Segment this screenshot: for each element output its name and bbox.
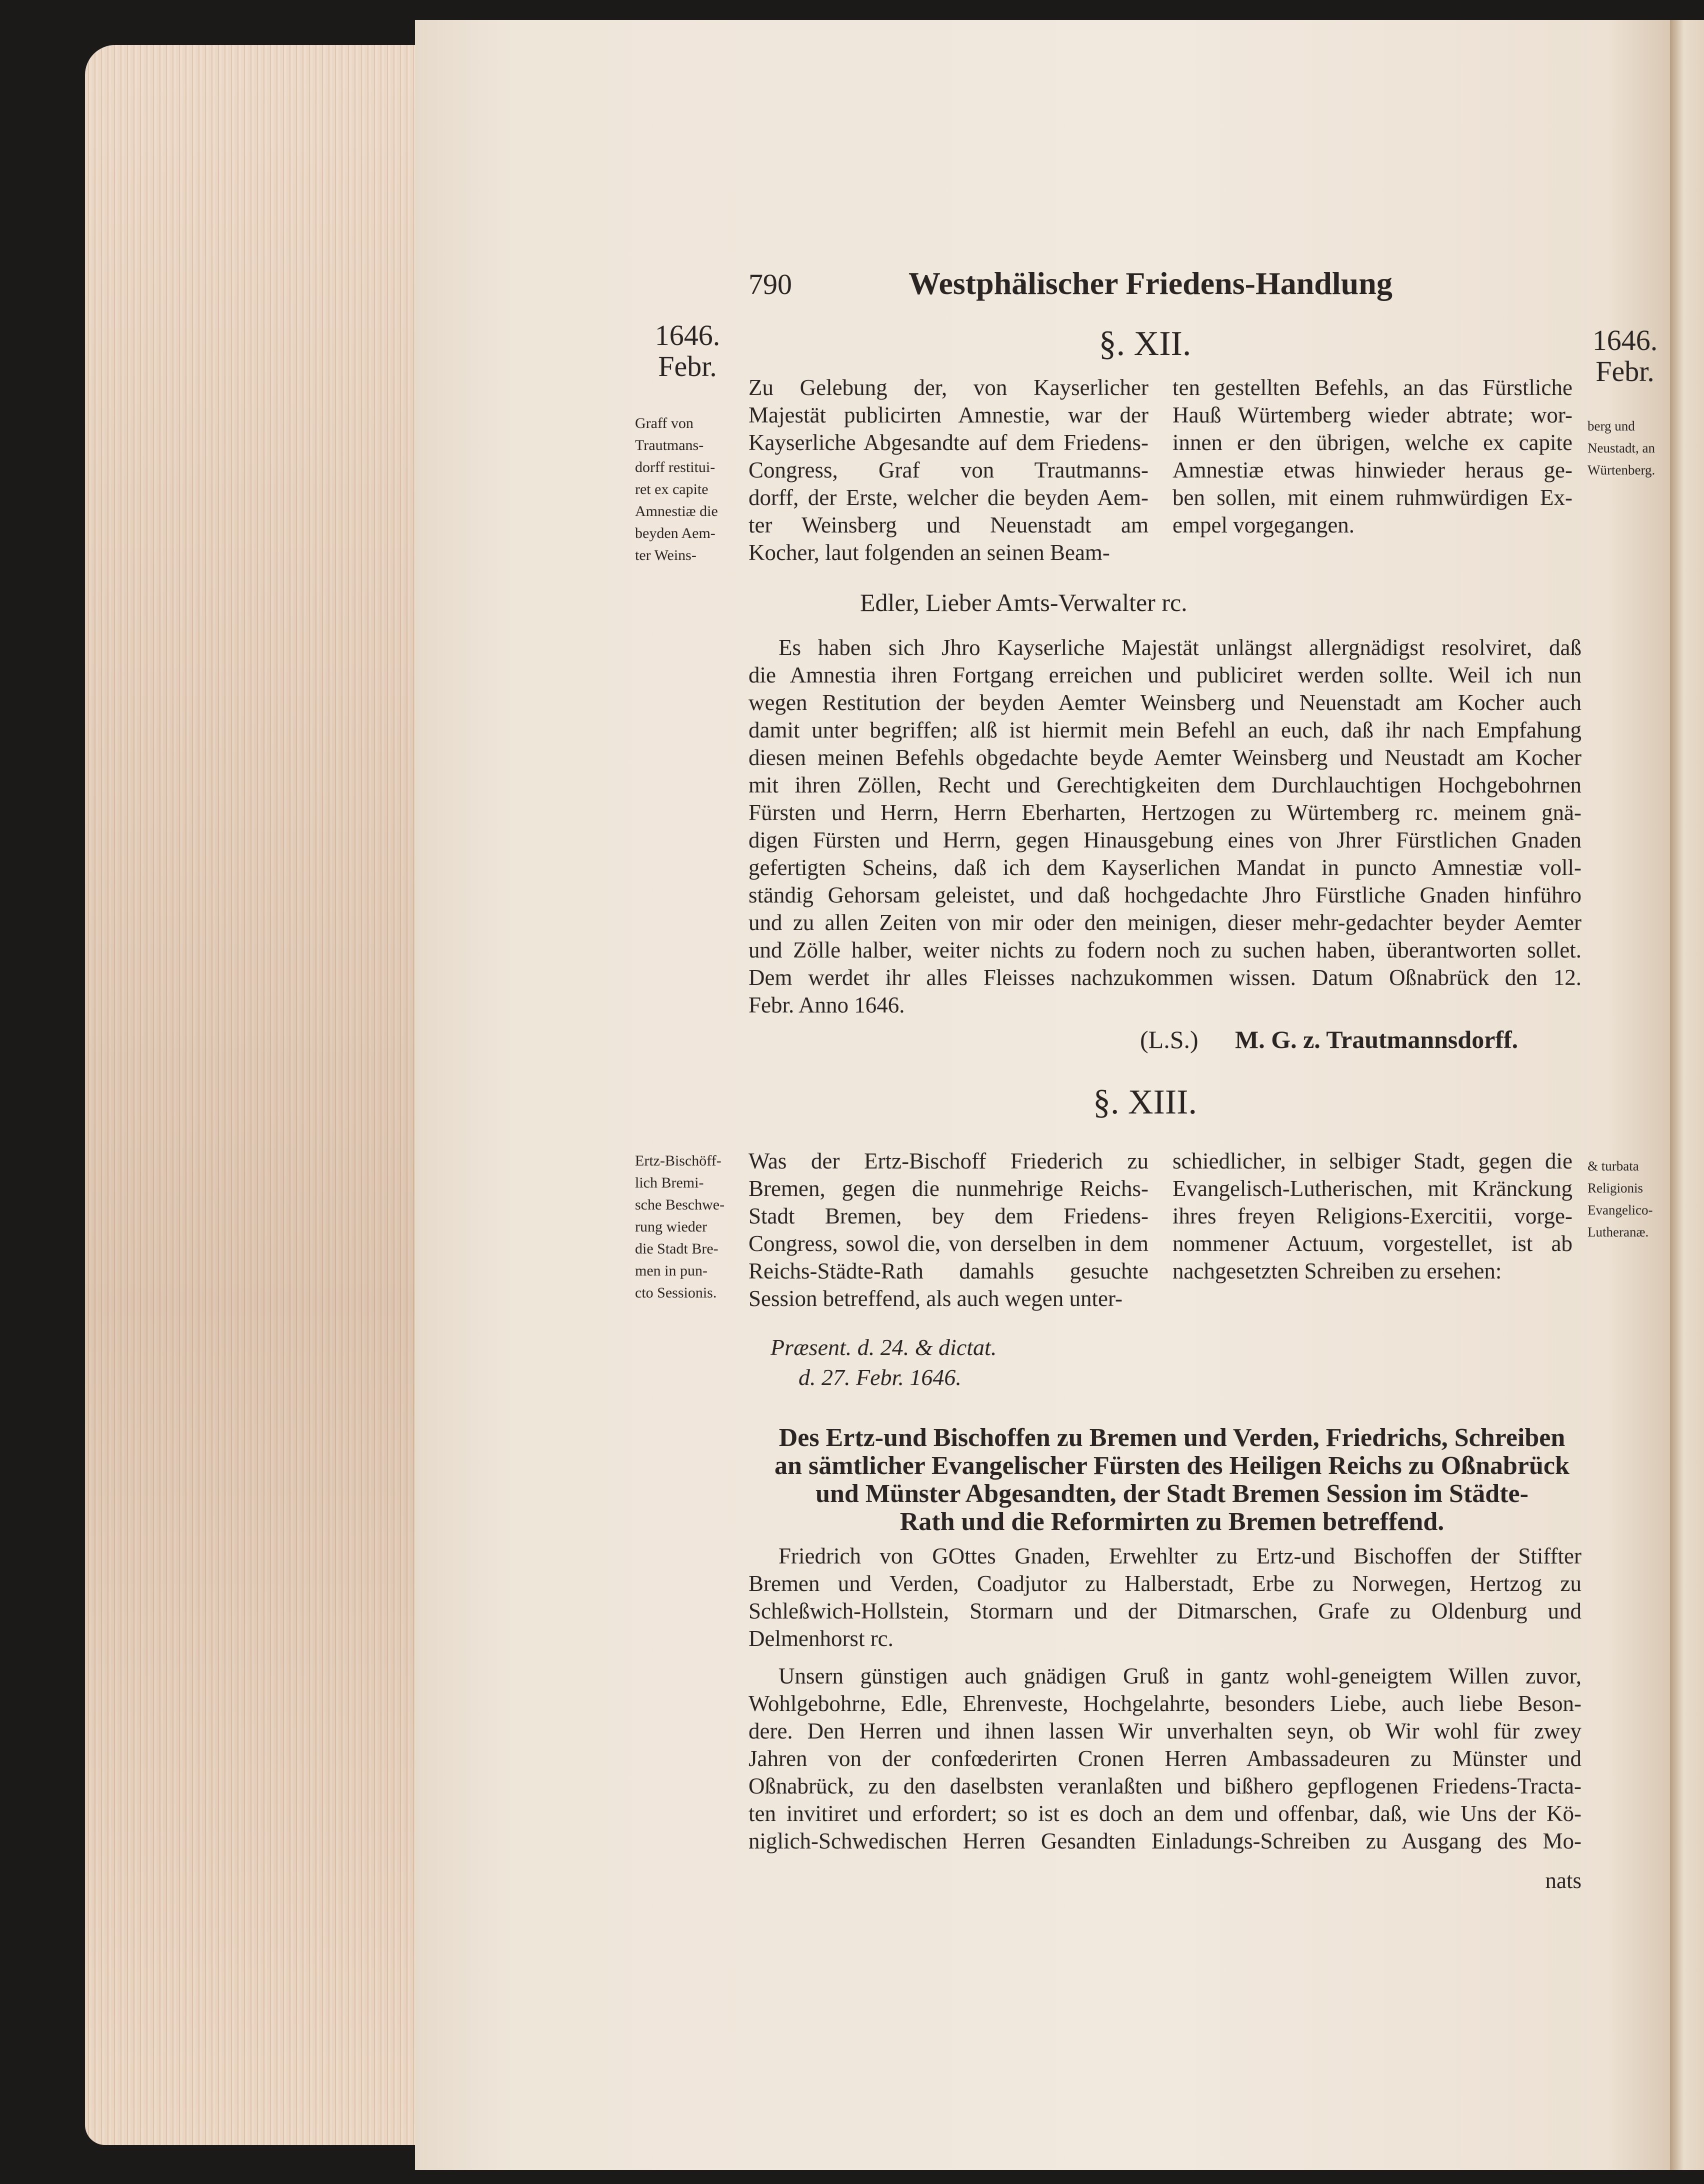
text-line: berg und: [1588, 418, 1635, 434]
text-line: rung wieder: [635, 1218, 708, 1235]
text-line: Des Ertz-und Bischoffen zu Bremen und Verden, Friedrichs, Schreiben: [778, 1424, 1566, 1452]
text-line: nommener Actuum, vorgestellet, ist ab: [1172, 1231, 1572, 1256]
text-line: Neustadt, an: [1588, 440, 1655, 456]
text-line: Reichs-Städte-Rath damahls gesuchte: [748, 1258, 1148, 1284]
text-line: Kayserliche Abgesandte auf dem Friedens-: [748, 430, 1148, 455]
text-line: dere. Den Herren und ihnen lassen Wir unverhalten seyn, ob Wir wohl für zwey: [748, 1718, 1582, 1744]
text-line: Amnestiæ etwas hinwieder heraus ge-: [1172, 458, 1572, 482]
section-heading-xiii: §. XIII.: [1093, 1083, 1197, 1122]
date-year: 1646.: [654, 319, 720, 352]
date-month: Febr.: [1596, 355, 1654, 388]
text-line: Evangelico-: [1588, 1202, 1653, 1218]
text-line: nachgesetzten Schreiben zu ersehen:: [1172, 1258, 1502, 1284]
text-line: niglich-Schwedischen Herren Gesandten Einladungs-Schreiben zu Ausgang des Mo-: [748, 1828, 1582, 1854]
text-line: & turbata: [1588, 1158, 1639, 1174]
praesent-line-1: Præsent. d. 24. & dictat.: [770, 1334, 997, 1360]
text-line: schiedlicher, in selbiger Stadt, gegen die: [1172, 1148, 1572, 1174]
text-line: cto Sessionis.: [635, 1284, 717, 1301]
text-line: ten invitiret und erfordert; so ist es doch an dem und offenbar, daß, wie Uns der Kö-: [748, 1801, 1582, 1826]
intitulatio: [748, 1542, 1582, 1652]
s12-col1: [748, 374, 1148, 566]
text-line: innen er den übrigen, welche ex capite: [1172, 430, 1572, 455]
text-line: Unsern günstigen auch gnädigen Gruß in gantz wohl-geneigtem Willen zuvor,: [778, 1664, 1582, 1688]
text-line: Jahren von der confœderirten Cronen Herren Ambassadeuren zu Münster und: [748, 1746, 1582, 1771]
text-line: lich Bremi-: [635, 1174, 704, 1191]
section-heading-xii: §. XII.: [1098, 324, 1192, 363]
letter-heading: [768, 1424, 1576, 1536]
text-line: ret ex capite: [635, 481, 708, 498]
signature: M. G. z. Trautmannsdorff.: [1235, 1026, 1518, 1054]
text-line: Stadt Bremen, bey dem Friedens-: [748, 1204, 1148, 1228]
text-line: gefertigten Scheins, daß ich dem Kayserlichen Mandat in puncto Amnestiæ voll-: [748, 855, 1582, 880]
text-line: Majestät publicirten Amnestie, war der: [748, 402, 1148, 428]
letter-body: [748, 1662, 1582, 1855]
seal-mark: (L.S.): [1140, 1026, 1198, 1054]
text-line: ihres freyen Religions-Exercitii, vorge-: [1172, 1204, 1572, 1228]
text-line: Dem werdet ihr alles Fleisses nachzukommen wissen. Datum Oßnabrück den 12.: [748, 965, 1582, 990]
text-line: ständig Gehorsam geleistet, und daß hochgedachte Jhro Fürstliche Gnaden hinführo: [748, 882, 1582, 908]
text-line: Was der Ertz-Bischoff Friederich zu: [748, 1148, 1148, 1174]
text-line: beyden Aem-: [635, 525, 716, 542]
text-line: Bremen und Verden, Coadjutor zu Halberstadt, Erbe zu Norwegen, Hertzog zu: [748, 1571, 1582, 1596]
text-line: ten gestellten Befehls, an das Fürstliche: [1172, 375, 1572, 400]
running-title: Westphälischer Friedens-Handlung: [908, 266, 1392, 301]
text-line: Hauß Würtemberg wieder abtrate; wor-: [1172, 402, 1572, 428]
text-line: mit ihren Zöllen, Recht und Gerechtigkeiten dem Durchlauchtigen Hochgebohrnen: [748, 772, 1582, 798]
s12-col2: [1172, 374, 1572, 539]
text-line: Bremen, gegen die nunmehrige Reichs-: [748, 1176, 1148, 1201]
text-line: empel vorgegangen.: [1172, 512, 1355, 538]
s13-margin-note-left: [635, 1150, 735, 1304]
date-month: Febr.: [658, 350, 717, 382]
letter-salutation: Edler, Lieber Amts-Verwalter rc.: [860, 588, 1188, 616]
catchword: nats: [1545, 1868, 1582, 1893]
text-line: wegen Restitution der beyden Aemter Weinsberg und Neuenstadt am Kocher auch: [748, 690, 1582, 715]
text-line: die Amnestia ihren Fortgang erreichen und publiciret werden sollte. Weil ich nun: [748, 662, 1582, 688]
text-line: und Münster Abgesandten, der Stadt Bremen Session im Städte-: [816, 1480, 1528, 1508]
text-line: Trautmans-: [635, 437, 704, 454]
text-line: digen Fürsten und Herrn, gegen Hinausgebung eines von Jhrer Fürstlichen Gnaden: [748, 828, 1582, 852]
text-line: Würtenberg.: [1588, 462, 1656, 478]
text-line: die Stadt Bre-: [635, 1240, 718, 1257]
s13-col2: [1172, 1148, 1572, 1285]
text-line: und Zölle halber, weiter nichts zu fodern noch zu suchen haben, überantworten sollet.: [748, 938, 1582, 962]
text-line: Graff von: [635, 415, 694, 432]
text-line: Schleßwich-Hollstein, Stormarn und der Ditmarschen, Grafe zu Oldenburg und: [748, 1598, 1582, 1624]
text-line: Kocher, laut folgenden an seinen Beam-: [748, 540, 1110, 565]
text-line: Religionis: [1588, 1180, 1644, 1196]
text-line: Congress, sowol die, von derselben in dem: [748, 1231, 1148, 1256]
text-line: Lutheranæ.: [1588, 1224, 1649, 1240]
text-line: diesen meinen Befehls obgedachte beyde Aemter Weinsberg und Neustadt am Kocher: [748, 745, 1582, 770]
text-line: dorff restitui-: [635, 459, 716, 476]
s13-col1: [748, 1148, 1148, 1312]
letter-text: [748, 634, 1582, 1019]
fore-edge-shading: [85, 45, 425, 2145]
margin-date-left: [640, 320, 735, 382]
date-year: 1646.: [1592, 324, 1658, 356]
s12-margin-note-right: [1588, 415, 1662, 481]
text-line: und zu allen Zeiten von mir oder den meinigen, dieser mehr-gedachter beyder Aemter: [748, 910, 1582, 935]
text-line: ter Weins-: [635, 547, 696, 564]
text-line: an sämtlicher Evangelischer Fürsten des Heiligen Reichs zu Oßnabrück: [774, 1452, 1570, 1480]
text-line: Evangelisch-Lutherischen, mit Kränckung: [1172, 1176, 1572, 1201]
s12-margin-note-left: [635, 412, 735, 566]
text-line: Es haben sich Jhro Kayserliche Majestät unlängst allergnädigst resolviret, daß: [778, 635, 1582, 660]
text-line: ben sollen, mit einem ruhmwürdigen Ex-: [1172, 485, 1572, 510]
text-line: dorff, der Erste, welcher die beyden Aem-: [748, 485, 1148, 510]
text-line: Febr. Anno 1646.: [748, 992, 905, 1018]
text-line: Friedrich von GOttes Gnaden, Erwehlter zu Ertz-und Bischoffen der Stiffter: [778, 1544, 1582, 1568]
text-line: damit unter begriffen; alß ist hiermit mein Befehl an euch, daß ihr nach Empfahung: [748, 718, 1582, 742]
s13-margin-note-right: [1588, 1155, 1662, 1243]
margin-date-right: [1582, 325, 1668, 387]
text-line: Congress, Graf von Trautmanns-: [748, 458, 1148, 482]
text-line: Zu Gelebung der, von Kayserlicher: [748, 375, 1148, 400]
text-line: ter Weinsberg und Neuenstadt am: [748, 512, 1148, 538]
text-line: Ertz-Bischöff-: [635, 1152, 722, 1169]
text-line: men in pun-: [635, 1262, 708, 1279]
text-line: Rath und die Reformirten zu Bremen betreffend.: [900, 1508, 1444, 1536]
text-line: Wohlgebohrne, Edle, Ehrenveste, Hochgelahrte, besonders Liebe, auch liebe Beson-: [748, 1691, 1582, 1716]
facing-page-edge: [1670, 20, 1704, 2170]
text-line: Amnestiæ die: [635, 503, 718, 520]
text-line: sche Beschwe-: [635, 1196, 725, 1213]
praesent-line-2: d. 27. Febr. 1646.: [798, 1364, 962, 1390]
text-line: Session betreffend, als auch wegen unter-: [748, 1286, 1123, 1311]
text-line: Delmenhorst rc.: [748, 1626, 894, 1651]
text-line: Fürsten und Herrn, Herrn Eberharten, Hertzogen zu Würtemberg rc. meinem gnä-: [748, 800, 1582, 825]
text-line: Oßnabrück, zu den daselbsten veranlaßten und bißhero gepflogenen Friedens-Tracta-: [748, 1774, 1582, 1798]
page-number: 790: [748, 268, 792, 300]
